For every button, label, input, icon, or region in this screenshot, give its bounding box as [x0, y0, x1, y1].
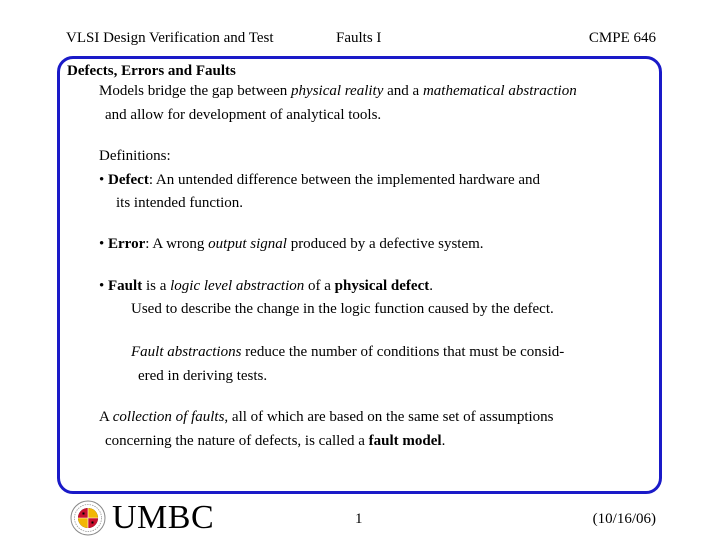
fault-line-1: [99, 278, 433, 295]
error-term: Error: [108, 236, 146, 252]
fault-physical-defect: physical defect: [334, 278, 430, 294]
fault-model-text: .: [441, 433, 446, 449]
bullet: •: [99, 172, 109, 188]
intro-line-1: [99, 83, 577, 100]
fault-model-text: concerning the nature of defects, is called a: [105, 433, 369, 449]
fault-model-term: fault model: [368, 433, 442, 449]
fault-abstractions-line-1: [131, 344, 564, 361]
error-text: produced by a defective system.: [286, 236, 484, 252]
defect-text: : An untended difference between the implemented hardware and: [148, 172, 541, 188]
fault-text: .: [429, 278, 433, 294]
defect-line-1: [99, 172, 540, 189]
fault-abstractions-line-2: ered in deriving tests.: [138, 368, 268, 384]
fault-text: of a: [304, 278, 335, 294]
fault-model-text: , all of which are based on the same set of assumptions: [224, 409, 554, 425]
fault-text: is a: [142, 278, 171, 294]
umbc-seal-icon: [70, 500, 106, 536]
intro-line-2: and allow for development of analytical tools.: [105, 107, 382, 123]
definitions-label: Definitions:: [99, 148, 171, 164]
error-text: : A wrong: [145, 236, 209, 252]
header-course-title: VLSI Design Verification and Test: [66, 30, 274, 46]
fault-model-line-1: [99, 409, 554, 426]
bullet: •: [99, 278, 109, 294]
umbc-logo: [70, 500, 214, 536]
fault-model-line-2: [105, 433, 445, 450]
intro-mathematical-abstraction: mathematical abstraction: [422, 83, 577, 99]
defect-line-2: its intended function.: [116, 195, 244, 211]
intro-text: Models bridge the gap between: [99, 83, 292, 99]
fault-model-text: A: [99, 409, 113, 425]
bullet: •: [99, 236, 109, 252]
defect-term: Defect: [108, 172, 149, 188]
header-lecture-title: Faults I: [336, 30, 382, 46]
intro-physical-reality: physical reality: [291, 83, 384, 99]
error-line: [99, 236, 484, 253]
umbc-wordmark: UMBC: [112, 499, 215, 536]
error-output-signal: output signal: [208, 236, 287, 252]
fault-model-collection-of-faults: collection of faults: [112, 409, 225, 425]
footer-date: (10/16/06): [592, 511, 656, 527]
page-number: 1: [355, 511, 363, 527]
fault-abstractions-term: Fault abstractions: [131, 344, 242, 360]
fault-abstractions-text: reduce the number of conditions that must be consid-: [241, 344, 565, 360]
fault-line-2: Used to describe the change in the logic function caused by the defect.: [131, 301, 554, 317]
fault-term: Fault: [108, 278, 143, 294]
fault-logic-level-abstraction: logic level abstraction: [170, 278, 305, 294]
intro-text: and a: [383, 83, 423, 99]
header-course-code: CMPE 646: [588, 30, 656, 46]
section-title: Defects, Errors and Faults: [67, 63, 236, 79]
